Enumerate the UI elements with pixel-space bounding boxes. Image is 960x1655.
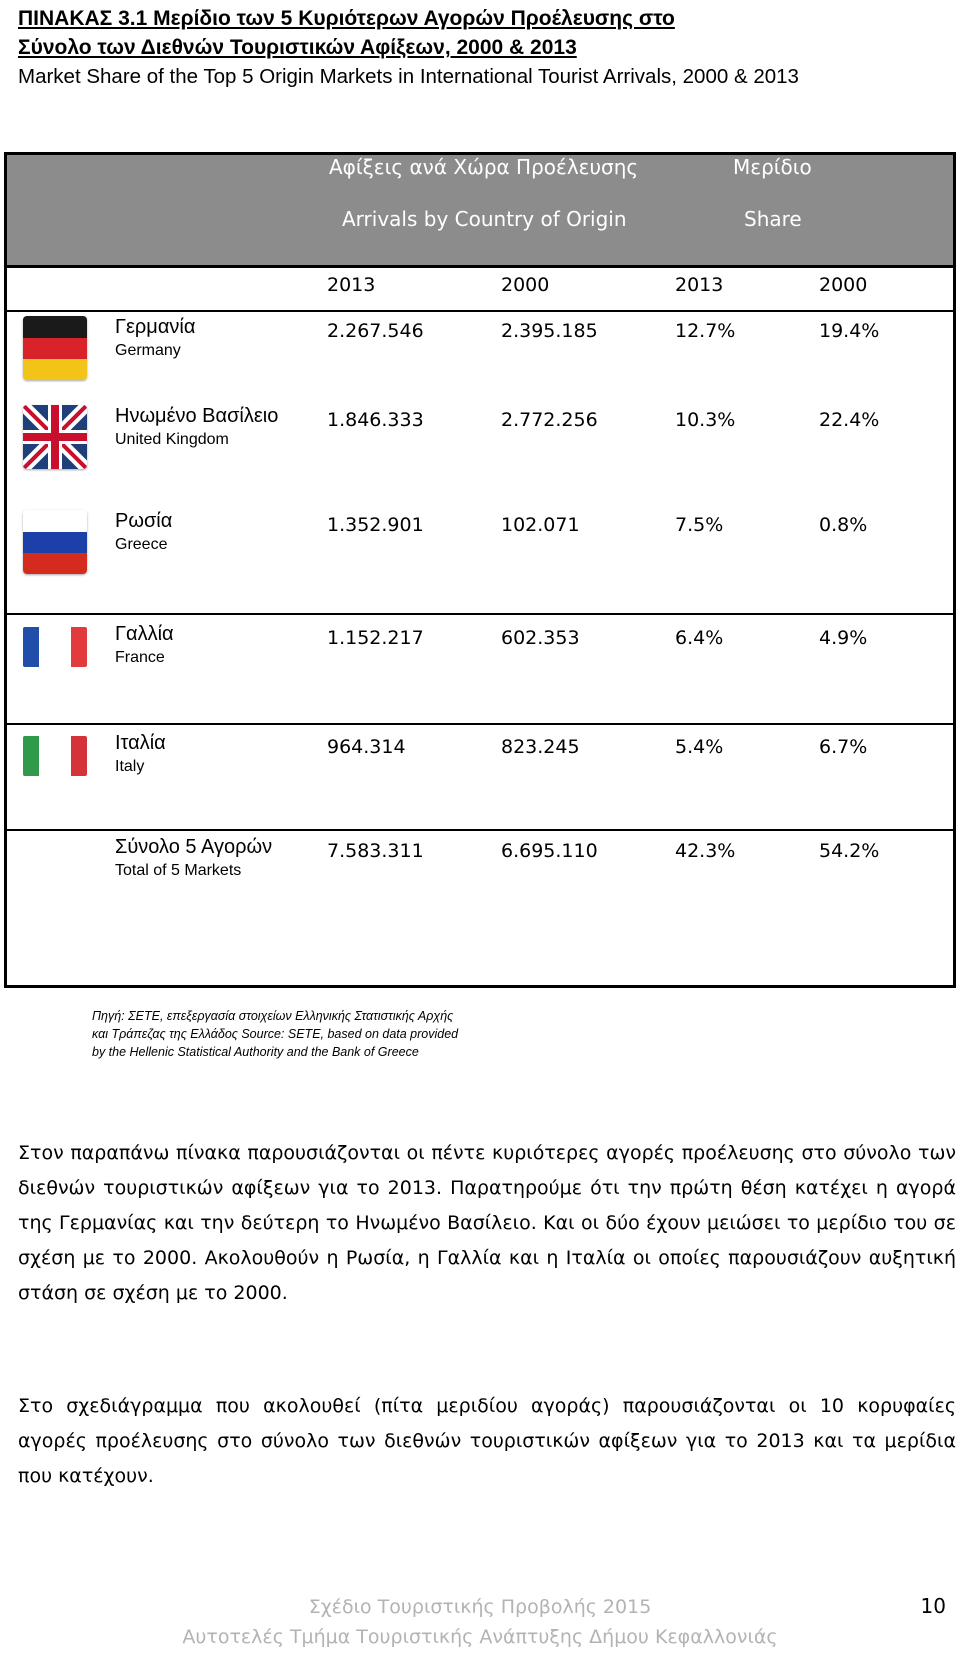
table-row-italy <box>7 724 953 834</box>
arrivals-2000: 6.695.110 <box>501 840 598 862</box>
row-divider <box>7 613 953 615</box>
country-name-gr: Ηνωμένο Βασίλειο <box>115 405 279 427</box>
arrivals-2000: 2.395.185 <box>501 320 598 342</box>
arrivals-2000: 2.772.256 <box>501 409 598 431</box>
share-2000: 0.8% <box>819 514 868 536</box>
paragraph-1: Στον παραπάνω πίνακα παρουσιάζονται οι πέντε κυριότερες αγορές προέλευσης στο σύνολο των διεθνών τουριστικών αφίξεων για το 2013. Παρατηρούμε ότι την πρώτη θέση κατέχει η αγορά της Γερμανίας και την δεύτερη το Ηνωμένο Βασίλειο. Και οι δύο έχουν μειώσει το μερίδιο του σε σχέση με το 2000. Ακολουθούν η Ρωσία, η Γαλλία και η Ιταλία οι οποίες παρουσιάζουν αυξητική στάση σε σχέση με το 2000. <box>18 1142 956 1304</box>
arrivals-2013: 7.583.311 <box>327 840 424 862</box>
title-line-1: ΠΙΝΑΚΑΣ 3.1 Μερίδιο των 5 Κυριότερων Αγορών Προέλευσης στο <box>18 7 675 30</box>
country-name-gr: Σύνολο 5 Αγορών <box>115 836 273 858</box>
country-name-en: Total of 5 Markets <box>115 862 242 879</box>
arrivals-2013: 2.267.546 <box>327 320 424 342</box>
share-2013: 6.4% <box>675 627 724 649</box>
share-2013: 7.5% <box>675 514 724 536</box>
year-header-arrivals-2013: 2013 <box>327 274 376 296</box>
arrivals-2000: 823.245 <box>501 736 580 758</box>
row-divider <box>7 723 953 725</box>
share-2013: 5.4% <box>675 736 724 758</box>
arrivals-2000: 102.071 <box>501 514 580 536</box>
year-header-arrivals-2000: 2000 <box>501 274 550 296</box>
footer-line-1: Σχέδιο Τουριστικής Προβολής 2015 <box>308 1596 652 1618</box>
share-2013: 42.3% <box>675 840 736 862</box>
country-name-gr: Γερμανία <box>115 316 196 338</box>
header-arrivals-gr: Αφίξεις ανά Χώρα Προέλευσης <box>329 155 639 179</box>
table-header <box>7 155 953 268</box>
country-name-gr: Γαλλία <box>115 623 174 645</box>
arrivals-2000: 602.353 <box>501 627 580 649</box>
year-header-share-2013: 2013 <box>675 274 724 296</box>
market-share-table <box>4 152 956 988</box>
table-row-russia <box>7 505 953 615</box>
title-line-3: Market Share of the Top 5 Origin Markets in International Tourist Arrivals, 2000 & 2013 <box>18 65 799 88</box>
share-2000: 22.4% <box>819 409 880 431</box>
year-header-share-2000: 2000 <box>819 274 868 296</box>
italy-flag-icon <box>23 736 87 776</box>
country-name-en: France <box>115 649 165 666</box>
arrivals-2013: 964.314 <box>327 736 406 758</box>
share-2000: 4.9% <box>819 627 868 649</box>
country-name-gr: Ιταλία <box>115 732 166 754</box>
table-title <box>18 4 948 92</box>
header-share-gr: Μερίδιο <box>733 155 812 179</box>
share-2013: 12.7% <box>675 320 736 342</box>
russia-flag-icon <box>23 510 87 574</box>
country-name-en: Greece <box>115 536 168 553</box>
share-2013: 10.3% <box>675 409 736 431</box>
country-name-en: Germany <box>115 342 181 359</box>
header-share-en: Share <box>744 207 802 231</box>
share-2000: 54.2% <box>819 840 880 862</box>
country-name-gr: Ρωσία <box>115 510 173 532</box>
header-arrivals-en: Arrivals by Country of Origin <box>342 207 627 231</box>
table-row-total <box>7 830 953 940</box>
share-2000: 6.7% <box>819 736 868 758</box>
paragraph-2: Στο σχεδιάγραμμα που ακολουθεί (πίτα μεριδίου αγοράς) παρουσιάζονται οι 10 κορυφαίες αγορές προέλευσης στο σύνολο των διεθνών τουριστικών αφίξεων για το 2013 και τα μερίδια που κατέχουν. <box>18 1395 956 1487</box>
germany-flag-icon <box>23 316 87 380</box>
row-divider <box>7 829 953 831</box>
uk-flag-icon <box>23 405 87 469</box>
arrivals-2013: 1.846.333 <box>327 409 424 431</box>
table-row-france <box>7 615 953 725</box>
arrivals-2013: 1.352.901 <box>327 514 424 536</box>
row-divider <box>7 310 953 312</box>
arrivals-2013: 1.152.217 <box>327 627 424 649</box>
table-row-uk <box>7 395 953 505</box>
source-note: Πηγή: ΣΕΤΕ, επεξεργασία στοιχείων Ελληνικής Στατιστικής Αρχής και Τράπεζας της Ελλάδος Source: SETE, based on data provided by the Hellenic Statistical Authority and the Bank of Greece <box>92 1009 459 1059</box>
country-name-en: Italy <box>115 758 145 775</box>
page-number: 10 <box>920 1594 946 1618</box>
share-2000: 19.4% <box>819 320 880 342</box>
country-name-en: United Kingdom <box>115 431 229 448</box>
france-flag-icon <box>23 627 87 667</box>
footer-line-2: Αυτοτελές Τμήμα Τουριστικής Ανάπτυξης Δήμου Κεφαλλονιάς <box>182 1626 778 1648</box>
title-line-2: Σύνολο των Διεθνών Τουριστικών Αφίξεων, 2000 & 2013 <box>18 36 577 59</box>
